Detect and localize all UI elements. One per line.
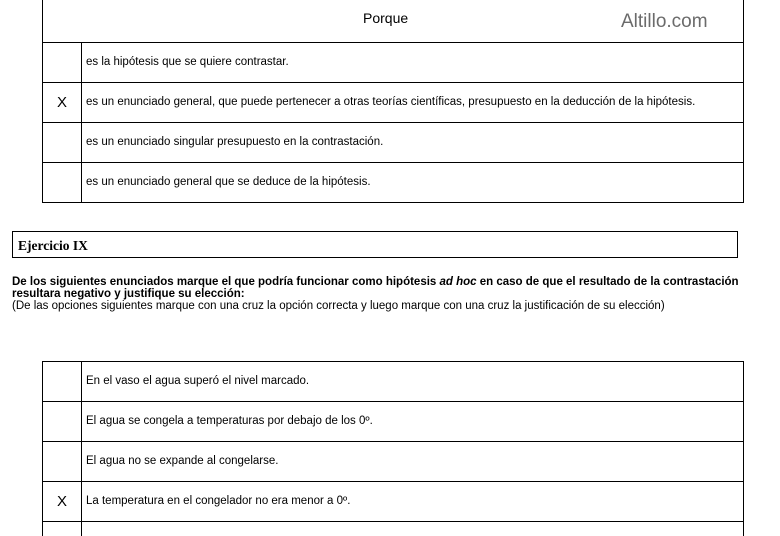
- option-text: En el vaso el agua superó el nivel marcado.: [86, 375, 310, 388]
- table-row: [43, 123, 743, 163]
- option-text: El agua se congela a temperaturas por debajo de los 0º.: [86, 415, 373, 428]
- table-row-partial: [43, 522, 743, 536]
- table-row: [43, 482, 743, 522]
- checkbox-cell[interactable]: [43, 362, 82, 401]
- checkbox-cell[interactable]: [43, 522, 82, 536]
- checkbox-cell[interactable]: [43, 402, 82, 441]
- checkbox-cell[interactable]: [43, 123, 82, 162]
- question-text-2: en caso de que el resultado de la contrastación resultara negativo y justifique su elección:: [12, 276, 739, 300]
- checkbox-cell[interactable]: [43, 163, 82, 202]
- checkbox-cell[interactable]: [43, 442, 82, 481]
- table-row: [43, 163, 743, 203]
- table-row: [43, 442, 743, 482]
- options-table: [42, 361, 744, 536]
- option-text: es un enunciado general que se deduce de la hipótesis.: [86, 176, 371, 189]
- option-text: [82, 522, 743, 536]
- checkbox-cell[interactable]: X: [43, 482, 82, 521]
- option-text: es la hipótesis que se quiere contrastar.: [86, 56, 289, 69]
- question-text-1: De los siguientes enunciados marque el que podría funcionar como hipótesis: [12, 276, 440, 288]
- watermark: Altillo.com: [621, 11, 708, 32]
- option-text: es un enunciado singular presupuesto en la contrastación.: [86, 136, 384, 149]
- table-header: [43, 0, 743, 43]
- option-text: El agua no se expande al congelarse.: [86, 455, 279, 468]
- instruction-text: (De las opciones siguientes marque con una cruz la opción correcta y luego marque con una cruz la justificación de su elección): [12, 300, 665, 312]
- table-row: [43, 83, 743, 123]
- question: [12, 276, 778, 312]
- justification-table: [42, 0, 744, 203]
- checkbox-cell[interactable]: X: [43, 83, 82, 122]
- option-text: es un enunciado general, que puede pertenecer a otras teorías científicas, presupuesto en la deducción de la hipótesis.: [86, 96, 696, 109]
- exercise-title: Ejercicio IX: [12, 231, 738, 258]
- table-row: [43, 362, 743, 402]
- header-porque: Porque: [363, 10, 409, 26]
- option-text: La temperatura en el congelador no era menor a 0º.: [86, 495, 351, 508]
- table-row: [43, 402, 743, 442]
- table-row: [43, 43, 743, 83]
- question-italic: ad hoc: [439, 276, 477, 288]
- checkbox-cell[interactable]: [43, 43, 82, 82]
